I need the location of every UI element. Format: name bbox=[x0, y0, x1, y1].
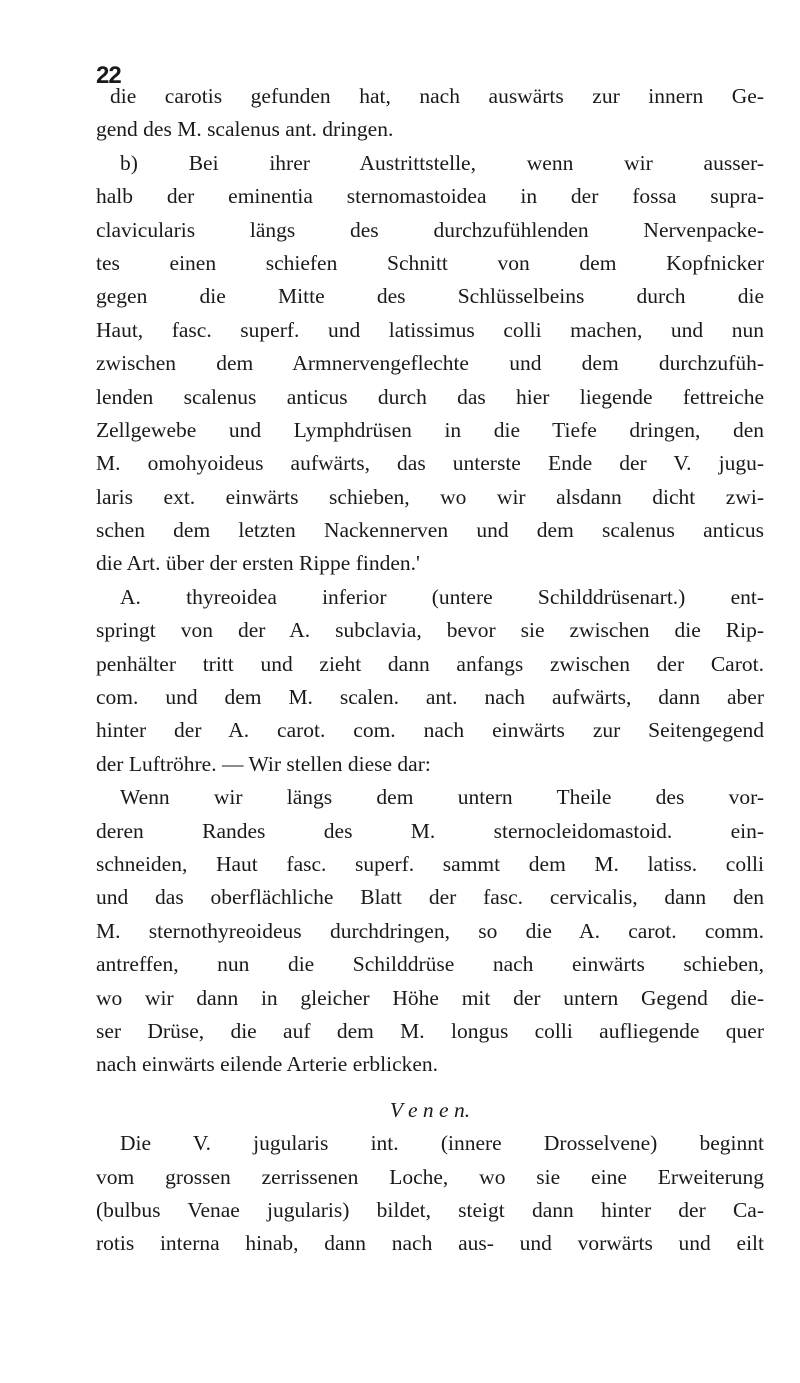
text-line: clavicularis längs des durchzufühlenden Nervenpacke- bbox=[96, 217, 764, 242]
page-number: 22 bbox=[96, 62, 121, 89]
text-line: wo wir dann in gleicher Höhe mit der untern Gegend die- bbox=[96, 985, 764, 1010]
body-text bbox=[96, 80, 764, 1261]
text-line: die Art. über der ersten Rippe finden.' bbox=[96, 551, 420, 576]
text-line: zwischen dem Armnervengeflechte und dem durchzufüh- bbox=[96, 351, 764, 376]
text-line: springt von der A. subclavia, bevor sie zwischen die Rip- bbox=[96, 618, 764, 643]
text-line: lenden scalenus anticus durch das hier liegende fettreiche bbox=[96, 384, 764, 409]
text-line: Die V. jugularis int. (innere Drosselvene) beginnt bbox=[120, 1131, 764, 1156]
section-spacer bbox=[96, 1082, 764, 1094]
text-line: ser Drüse, die auf dem M. longus colli aufliegende quer bbox=[96, 1018, 764, 1043]
text-line: die carotis gefunden hat, nach auswärts zur innern Ge- bbox=[110, 84, 764, 108]
text-line: laris ext. einwärts schieben, wo wir alsdann dicht zwi- bbox=[96, 484, 764, 509]
text-line: der Luftröhre. — Wir stellen diese dar: bbox=[96, 751, 431, 776]
text-line: vom grossen zerrissenen Loche, wo sie eine Erweiterung bbox=[96, 1164, 764, 1189]
text-line: tes einen schiefen Schnitt von dem Kopfnicker bbox=[96, 250, 764, 275]
text-line: Haut, fasc. superf. und latissimus colli machen, und nun bbox=[96, 317, 764, 342]
text-line: und das oberflächliche Blatt der fasc. cervicalis, dann den bbox=[96, 885, 764, 910]
text-line: Wenn wir längs dem untern Theile des vor- bbox=[120, 785, 764, 810]
text-line: rotis interna hinab, dann nach aus- und vorwärts und eilt bbox=[96, 1231, 764, 1256]
text-line: gend des M. scalenus ant. dringen. bbox=[96, 117, 394, 142]
section-heading: V e n e n. bbox=[389, 1097, 471, 1122]
text-line: M. sternothyreoideus durchdringen, so die A. carot. comm. bbox=[96, 918, 764, 943]
text-line: b) Bei ihrer Austrittstelle, wenn wir ausser- bbox=[120, 150, 764, 175]
text-line: hinter der A. carot. com. nach einwärts zur Seitengegend bbox=[96, 718, 764, 743]
text-line: Zellgewebe und Lymphdrüsen in die Tiefe dringen, den bbox=[96, 417, 764, 442]
text-line: A. thyreoidea inferior (untere Schilddrüsenart.) ent- bbox=[120, 584, 764, 609]
text-line: M. omohyoideus aufwärts, das unterste Ende der V. jugu- bbox=[96, 451, 764, 476]
text-line: (bulbus Venae jugularis) bildet, steigt dann hinter der Ca- bbox=[96, 1197, 764, 1222]
text-line: gegen die Mitte des Schlüsselbeins durch die bbox=[96, 284, 764, 309]
text-line: com. und dem M. scalen. ant. nach aufwärts, dann aber bbox=[96, 685, 764, 710]
text-line: antreffen, nun die Schilddrüse nach einwärts schieben, bbox=[96, 952, 764, 977]
text-line: nach einwärts eilende Arterie erblicken. bbox=[96, 1052, 439, 1077]
text-line: penhälter tritt und zieht dann anfangs zwischen der Carot. bbox=[96, 651, 764, 676]
text-line: halb der eminentia sternomastoidea in der fossa supra- bbox=[96, 184, 764, 209]
text-line: schen dem letzten Nackennerven und dem scalenus anticus bbox=[96, 518, 764, 543]
text-line: schneiden, Haut fasc. superf. sammt dem M. latiss. colli bbox=[96, 851, 764, 876]
text-line: deren Randes des M. sternocleidomastoid. ein- bbox=[96, 818, 764, 843]
